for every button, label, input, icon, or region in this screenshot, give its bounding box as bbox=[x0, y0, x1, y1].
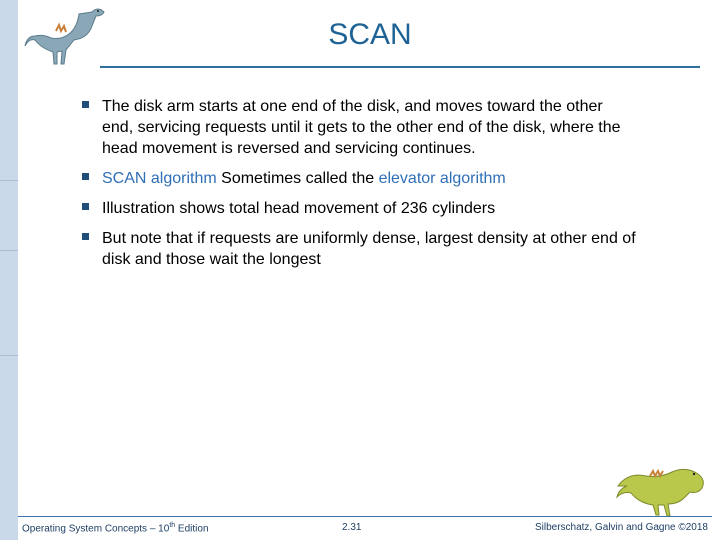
footer-book-title: Operating System Concepts – 10th Edition bbox=[22, 522, 209, 535]
slide-title: SCAN bbox=[328, 18, 412, 51]
bullet-item bbox=[78, 228, 638, 270]
dinosaur-logo-icon bbox=[610, 462, 710, 518]
footer-page-number: 2.31 bbox=[342, 522, 362, 533]
square-bullet-icon bbox=[82, 101, 89, 108]
bullet-text: The disk arm starts at one end of the disk, and moves toward the other end, servicing requests until it gets to the other end of the disk, where the head movement is reversed and servicing continues. bbox=[102, 98, 621, 157]
bar-divider bbox=[0, 355, 18, 356]
bar-divider bbox=[0, 180, 18, 181]
bar-divider bbox=[0, 250, 18, 251]
bullet-item bbox=[78, 198, 638, 219]
bullet-list bbox=[78, 96, 638, 279]
footer-divider bbox=[18, 516, 712, 517]
bullet-text: Sometimes called the bbox=[216, 170, 379, 187]
bullet-text: Illustration shows total head movement of 236 cylinders bbox=[102, 200, 496, 217]
term-scan-algorithm: SCAN algorithm bbox=[102, 170, 217, 187]
footer-authors: Silberschatz, Galvin and Gagne ©2018 bbox=[534, 522, 708, 533]
square-bullet-icon bbox=[82, 233, 89, 240]
square-bullet-icon bbox=[82, 173, 89, 180]
bullet-item bbox=[78, 168, 638, 189]
title-underline bbox=[100, 66, 700, 68]
square-bullet-icon bbox=[82, 203, 89, 210]
term-elevator-algorithm: elevator algorithm bbox=[378, 170, 506, 187]
bullet-text: But note that if requests are uniformly dense, largest density at other end of disk and those wait the longest bbox=[102, 230, 636, 268]
left-decorative-bar bbox=[0, 0, 18, 540]
bullet-item bbox=[78, 96, 638, 159]
